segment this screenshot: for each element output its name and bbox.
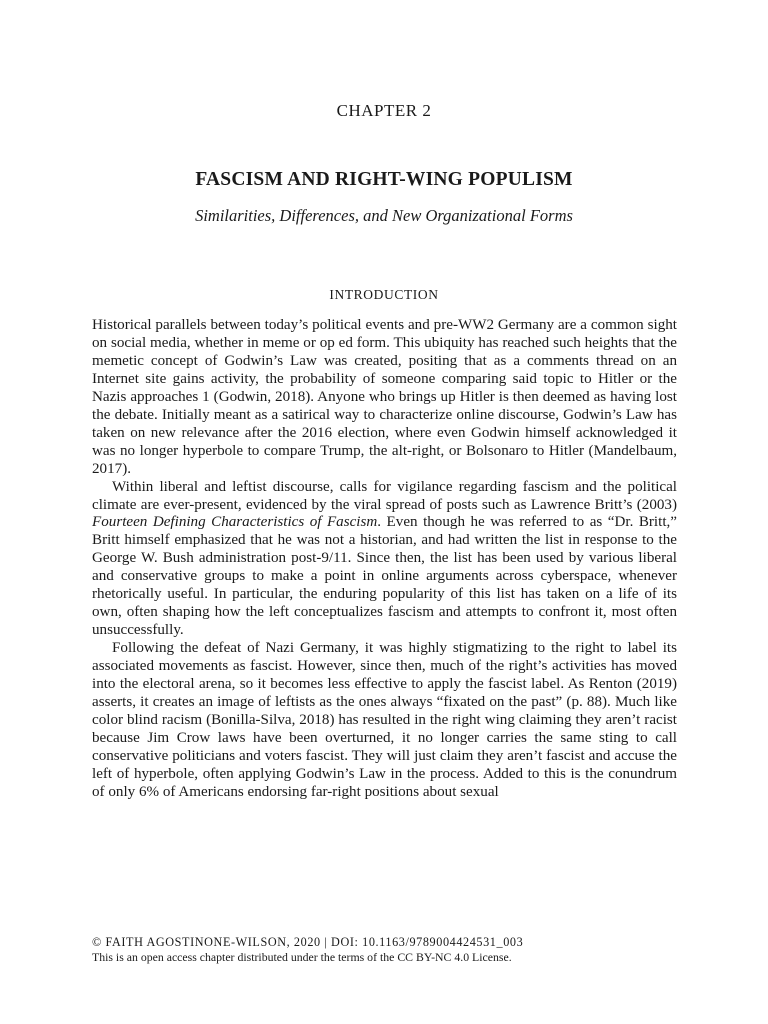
body-text	[92, 317, 677, 802]
paragraph-1: Historical parallels between today’s political events and pre-WW2 Germany are a common sight on social media, whether in meme or op ed form. This ubiquity has reached such heights that the memetic concept of Godwin’s Law was created, positing that as a comments thread on an Internet site gains activity, the probability of someone comparing said topic to Hitler or the Nazis approaches 1 (Godwin, 2018). Anyone who brings up Hitler is then deemed as having lost the debate. Initially meant as a satirical way to characterize online discourse, Godwin’s Law has taken on new relevance after the 2016 election, where even Godwin himself acknowledged it was no longer hyperbole to compare Trump, the alt-right, or Bolsonaro to Hitler (Mandelbaum, 2017).	[92, 317, 677, 477]
section-heading: INTRODUCTION	[329, 287, 439, 302]
chapter-label: CHAPTER 2	[336, 101, 432, 120]
paragraph-2	[92, 479, 677, 641]
paragraph-3: Following the defeat of Nazi Germany, it was highly stigmatizing to the right to label its associated movements as fascist. However, since then, much of the right’s activities has moved into the electoral arena, so it becomes less effective to apply the fascist label. As Renton (2019) asserts, it creates an image of leftists as the ones always “fixated on the past” (p. 88). Much like color blind racism (Bonilla-Silva, 2018) has resulted in the right wing claiming they aren’t racist because Jim Crow laws have been overturned, it no longer carries the same sting to call conservative politicians and voters fascist. They will just claim they aren’t fascist and accuse the left of hyperbole, often applying Godwin’s Law in the process. Added to this is the conundrum of only 6% of Americans endorsing far-right positions about sexual	[92, 640, 677, 800]
chapter-title: FASCISM AND RIGHT-WING POPULISM	[195, 169, 573, 190]
paragraph-2-text-before: Within liberal and leftist discourse, calls for vigilance regarding fascism and the political climate are ever-present, evidenced by the viral spread of posts such as Lawrence Britt’s (2003)	[92, 478, 677, 513]
copyright-doi-line: © FAITH AGOSTINONE-WILSON, 2020 | DOI: 10.1163/9789004424531_003	[92, 935, 524, 949]
license-note: This is an open access chapter distributed under the terms of the CC BY-NC 4.0 License.	[92, 950, 512, 964]
chapter-subtitle: Similarities, Differences, and New Organizational Forms	[195, 206, 573, 225]
paragraph-2-italic-title: Fourteen Defining Characteristics of Fascism	[92, 514, 378, 531]
footer	[92, 935, 692, 965]
paragraph-2-text-after: . Even though he was referred to as “Dr. Britt,” Britt himself emphasized that he was not a historian, and had written the list in response to the George W. Bush administration post-9/11. Since then, the list has been used by various liberal and conservative groups to make a point in online arguments across cyberspace, whenever rhetorically useful. In particular, the enduring popularity of this list has taken on a life of its own, often shaping how the left conceptualizes fascism and attempts to confront it, most often unsuccessfully.	[92, 514, 677, 639]
